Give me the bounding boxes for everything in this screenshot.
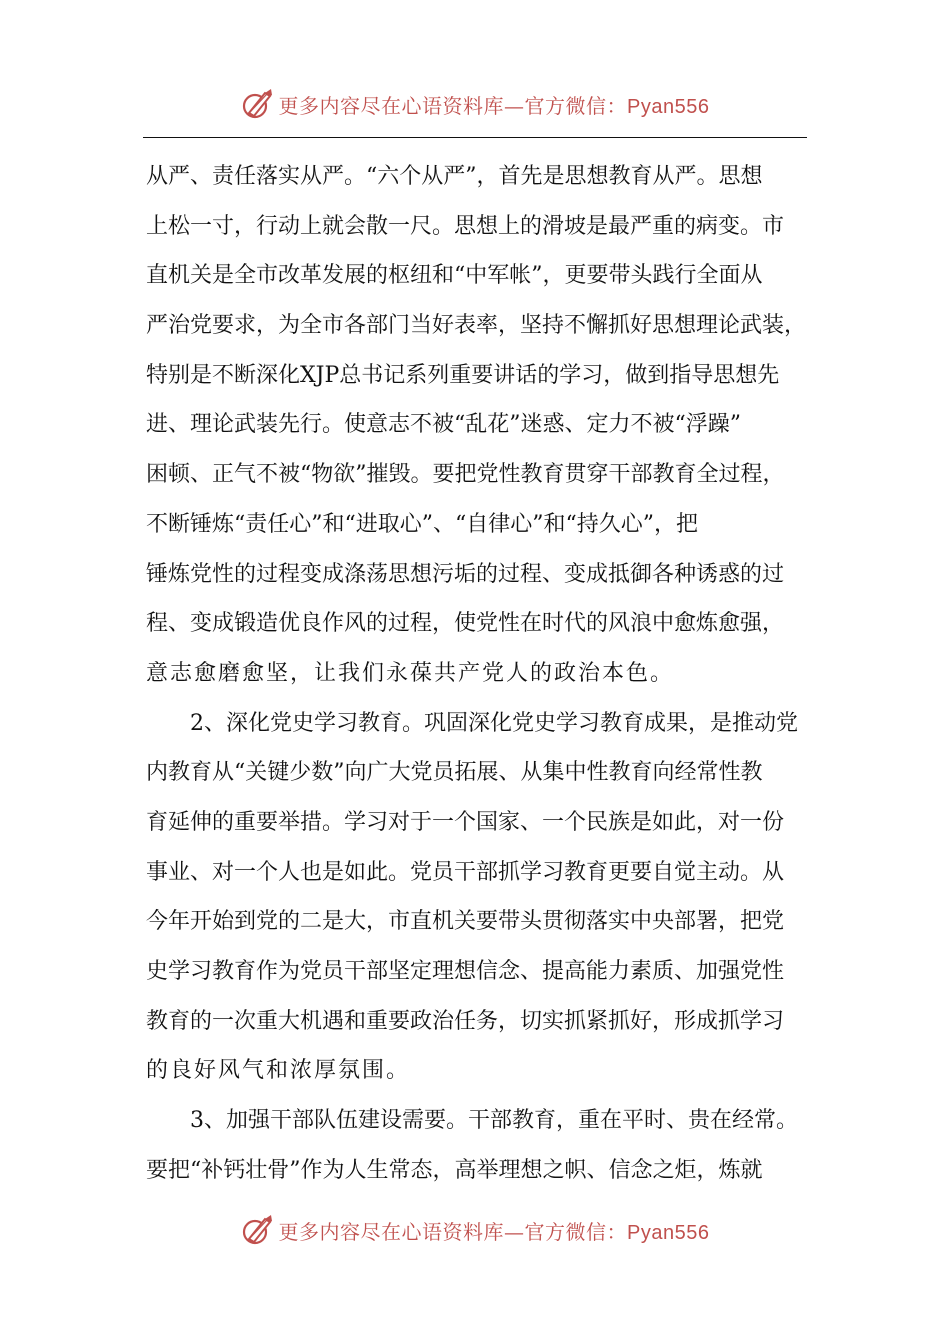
pen-logo-icon: [241, 87, 275, 121]
body-line: 程、变成锻造优良作风的过程，使党性在时代的风浪中愈炼愈强，: [146, 611, 785, 637]
body-line: 不断锤炼“责任心”和“进取心”、“自律心”和“持久心”，把: [146, 511, 698, 537]
header-wechat-text: 官方微信：Pyan556: [524, 95, 710, 118]
footer-site-text: 更多内容尽在心语资料库—: [278, 1219, 525, 1244]
body-line: 困顿、正气不被“物欲”摧毁。要把党性教育贯穿干部教育全过程，: [146, 462, 785, 488]
header-divider: [143, 137, 807, 138]
header-banner-text: [279, 90, 710, 119]
body-line: 严治党要求，为全市各部门当好表率，坚持不懈抓好思想理论武装，: [146, 313, 807, 339]
body-line: 要把“补钙壮骨”作为人生常态，高举理想之帜、信念之炬，炼就: [146, 1157, 763, 1183]
header-banner: [0, 84, 950, 124]
footer-banner: [0, 1210, 950, 1250]
footer-banner-text: [279, 1216, 710, 1245]
pen-logo-icon: [241, 1213, 275, 1247]
body-line: 史学习教育作为党员干部坚定理想信念、提高能力素质、加强党性: [146, 959, 785, 984]
body-line: 内教育从“关键少数”向广大党员拓展、从集中性教育向经常性教: [146, 760, 763, 786]
footer-wechat-text: 官方微信：Pyan556: [524, 1221, 710, 1244]
body-line: 直机关是全市改革发展的枢纽和“中军帐”，更要带头践行全面从: [146, 263, 763, 289]
body-line: 从严、责任落实从严。“六个从严”，首先是思想教育从严。思想: [146, 164, 763, 189]
body-line: 3、加强干部队伍建设需要。干部教育，重在平时、贵在经常。: [190, 1108, 798, 1134]
body-line: 2、深化党史学习教育。巩固深化党史学习教育成果，是推动党: [190, 710, 798, 736]
body-line: 特别是不断深化XJP总书记系列重要讲话的学习，做到指导思想先: [146, 362, 780, 388]
body-line: 锤炼党性的过程变成涤荡思想污垢的过程、变成抵御各种诱惑的过: [146, 561, 785, 587]
body-line: 的良好风气和浓厚氛围。: [146, 1058, 411, 1084]
body-line: 育延伸的重要举措。学习对于一个国家、一个民族是如此，对一份: [146, 809, 785, 835]
body-line: 教育的一次重大机遇和重要政治任务，切实抓紧抓好，形成抓学习: [146, 1008, 785, 1034]
body-line: 上松一寸，行动上就会散一尺。思想上的滑坡是最严重的病变。市: [146, 213, 785, 239]
body-line: 事业、对一个人也是如此。党员干部抓学习教育更要自觉主动。从: [146, 859, 785, 885]
body-line: 今年开始到党的二是大，市直机关要带头贯彻落实中央部署，把党: [146, 909, 785, 935]
body-line: 进、理论武装先行。使意志不被“乱花”迷惑、定力不被“浮躁”: [146, 412, 741, 438]
document-body: [146, 152, 808, 1195]
header-site-text: 更多内容尽在心语资料库—: [278, 93, 525, 118]
body-line: 意志愈磨愈坚，让我们永葆共产党人的政治本色。: [146, 660, 675, 686]
